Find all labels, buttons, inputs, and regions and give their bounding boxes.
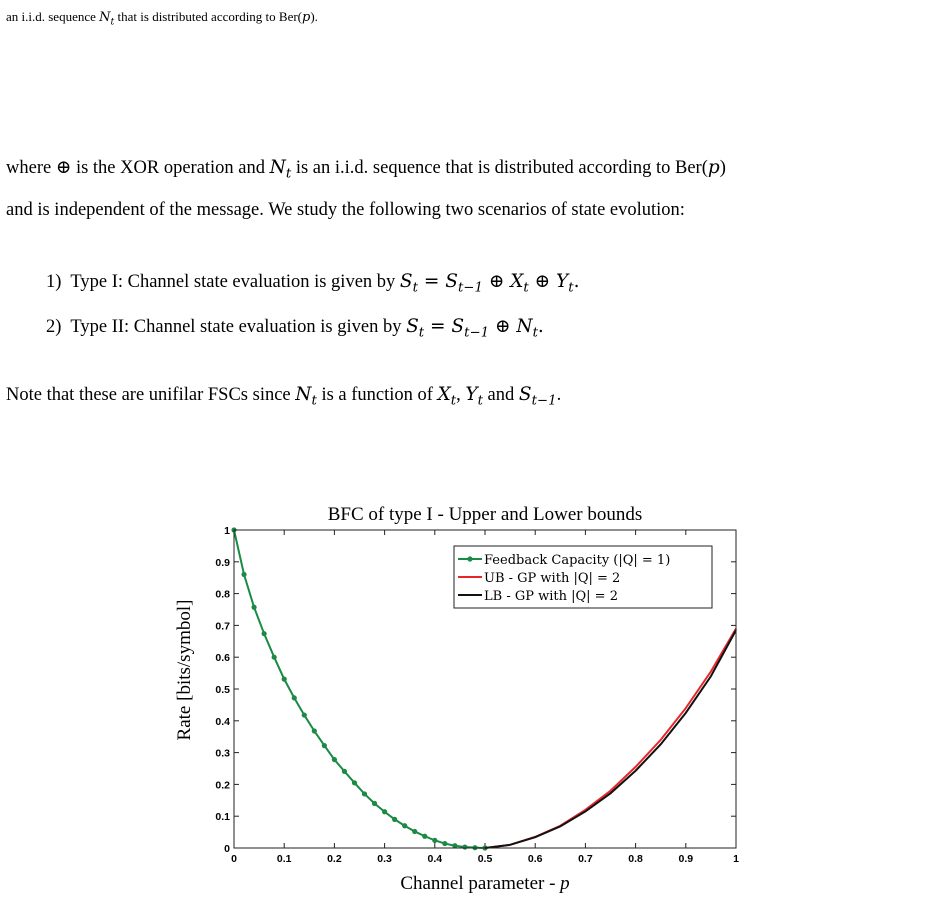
paragraph-xor-definition: where ⊕ is the XOR operation and $N_t$ is an i.i.d. sequence that is distributed according to Ber(p) <box>6 157 726 182</box>
series-point <box>322 743 327 748</box>
series-point <box>442 841 447 846</box>
list-number: 1) <box>46 272 62 292</box>
y-tick-label: 0.5 <box>215 684 230 696</box>
x-tick-label: 0.1 <box>276 853 292 865</box>
series-point <box>392 817 397 822</box>
series-point <box>432 838 437 843</box>
x-tick-label: 0 <box>231 853 237 865</box>
chart-legend <box>454 546 712 608</box>
list-item-type-1 <box>46 271 580 296</box>
series-point <box>352 780 357 785</box>
x-tick-label: 0.7 <box>578 853 593 865</box>
x-tick-label: 0.4 <box>427 853 443 865</box>
series-point <box>362 791 367 796</box>
list-number: 2) <box>46 317 62 337</box>
equation-type-1: $S_t = S_{t-1}$ ⊕ $X_t$ ⊕ $Y_t$. <box>399 271 580 296</box>
legend-label: LB - GP with |Q| = 2 <box>484 589 618 604</box>
x-tick-label: 0.5 <box>477 853 493 865</box>
series-point <box>402 823 407 828</box>
y-tick-label: 0.6 <box>215 652 230 665</box>
y-axis-label: Rate [bits/symbol] <box>174 599 195 741</box>
series-point <box>342 769 347 774</box>
series-point <box>251 605 256 610</box>
series-point <box>422 834 427 839</box>
chart-title: BFC of type I - Upper and Lower bounds <box>327 504 643 525</box>
series-point <box>292 695 297 700</box>
y-tick-label: 1 <box>224 525 230 537</box>
series-point <box>282 677 287 682</box>
series-point <box>272 655 277 660</box>
x-tick-label: 0.3 <box>377 853 392 865</box>
paragraph-scenarios-intro: and is independent of the message. We study the following two scenarios of state evolution: <box>6 200 685 220</box>
list-text: Type II: Channel state evaluation is given by <box>70 317 407 337</box>
legend-label: UB - GP with |Q| = 2 <box>484 571 621 586</box>
series-point <box>262 631 267 636</box>
y-tick-label: 0.3 <box>215 747 230 760</box>
x-tick-label: 0.8 <box>628 853 643 865</box>
list-text: Type I: Channel state evaluation is given by <box>70 272 400 292</box>
y-tick-label: 0.9 <box>215 556 230 569</box>
x-tick-label: 0.6 <box>527 853 543 865</box>
paragraph-unifilar-note: Note that these are unifilar FSCs since $N_t$ is a function of $X_t$, $Y_t$ and $S_{t-1}$. <box>6 384 562 409</box>
y-tick-label: 0 <box>224 843 230 855</box>
y-tick-label: 0.1 <box>215 811 230 824</box>
x-axis-label: Channel parameter - p <box>400 873 570 894</box>
legend-marker <box>467 556 472 561</box>
series-point <box>302 712 307 717</box>
x-tick-label: 0.2 <box>327 853 342 865</box>
series-line-0 <box>234 530 485 848</box>
series-line-2 <box>485 630 736 848</box>
series-point <box>462 844 467 849</box>
y-tick-label: 0.7 <box>215 620 230 633</box>
list-item-type-2 <box>46 316 544 341</box>
y-tick-label: 0.4 <box>215 715 230 728</box>
x-tick-label: 0.9 <box>678 853 694 865</box>
x-tick-label: 1 <box>733 853 739 865</box>
rate-chart <box>0 490 946 902</box>
series-point <box>332 757 337 762</box>
series-point <box>372 801 377 806</box>
y-tick-label: 0.2 <box>215 779 230 792</box>
series-line-1 <box>485 629 736 848</box>
equation-type-2: $S_t = S_{t-1}$ ⊕ $N_t$. <box>406 316 544 341</box>
series-point <box>312 728 317 733</box>
previous-page-fragment: an i.i.d. sequence $N_t$ that is distributed according to Ber(p). <box>6 9 318 28</box>
series-point <box>241 572 246 577</box>
series-point <box>412 829 417 834</box>
series-point <box>382 809 387 814</box>
legend-label: Feedback Capacity (|Q| = 1) <box>484 553 671 568</box>
y-tick-label: 0.8 <box>215 588 230 601</box>
